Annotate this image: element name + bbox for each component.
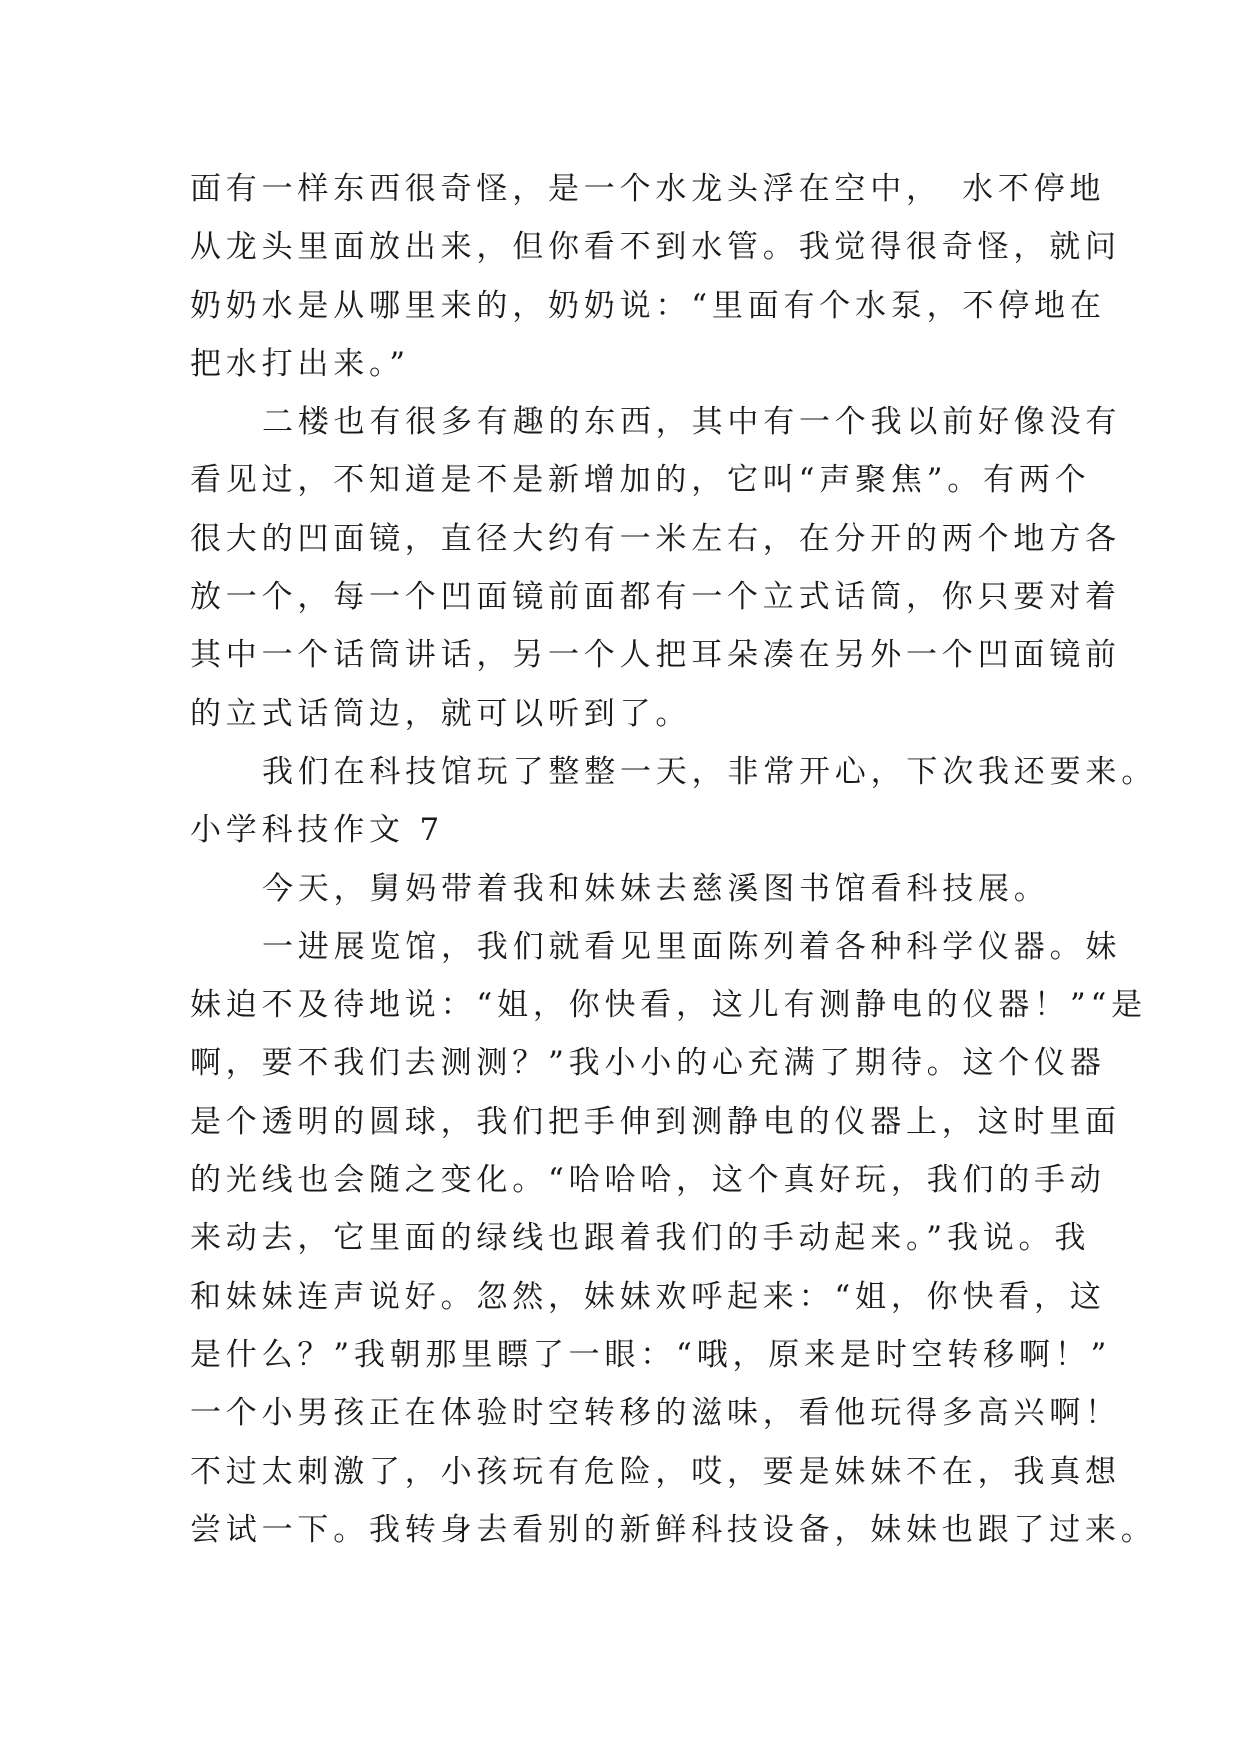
text-line: 面有一样东西很奇怪，是一个水龙头浮在空中， 水不停地 [190, 171, 1106, 207]
text-line: 一个小男孩正在体验时空转移的滋味，看他玩得多高兴啊！ [190, 1395, 1121, 1432]
document-body [190, 160, 1157, 1559]
text-line: 啊，要不我们去测测？”我小小的心充满了期待。这个仪器 [190, 1045, 1106, 1082]
text-line: 不过太刺激了，小孩玩有危险，哎，要是妹妹不在，我真想 [190, 1453, 1121, 1490]
text-line: 放一个，每一个凹面镜前面都有一个立式话筒，你只要对着 [190, 579, 1121, 616]
text-line: 很大的凹面镜，直径大约有一米左右，在分开的两个地方各 [190, 520, 1121, 557]
text-line: 来动去，它里面的绿线也跟着我们的手动起来。”我说。我 [190, 1220, 1091, 1257]
text-line: 其中一个话筒讲话，另一个人把耳朵凑在另外一个凹面镜前 [190, 637, 1121, 674]
text-line: 奶奶水是从哪里来的，奶奶说：“里面有个水泵，不停地在 [190, 287, 1106, 324]
text-line: 我们在科技馆玩了整整一天，非常开心，下次我还要来。 [262, 753, 1157, 790]
text-line: 看见过，不知道是不是新增加的，它叫“声聚焦”。有两个 [190, 462, 1091, 499]
text-line: 一进展览馆，我们就看见里面陈列着各种科学仪器。妹 [262, 928, 1122, 965]
text-line: 的光线也会随之变化。“哈哈哈，这个真好玩，我们的手动 [190, 1162, 1106, 1199]
text-line: 把水打出来。” [190, 345, 410, 382]
text-line: 是个透明的圆球，我们把手伸到测静电的仪器上，这时里面 [190, 1103, 1121, 1140]
text-line: 二楼也有很多有趣的东西，其中有一个我以前好像没有 [262, 404, 1122, 441]
text-line: 是什么？”我朝那里瞟了一眼：“哦，原来是时空转移啊！” [190, 1336, 1112, 1373]
text-line: 尝试一下。我转身去看别的新鲜科技设备，妹妹也跟了过来。 [190, 1511, 1157, 1548]
text-line: 的立式话筒边，就可以听到了。 [190, 695, 692, 732]
text-line: 今天，舅妈带着我和妹妹去慈溪图书馆看科技展。 [262, 870, 1050, 907]
text-line: 妹迫不及待地说：“姐，你快看，这儿有测静电的仪器！”“是 [190, 987, 1147, 1024]
text-line: 和妹妹连声说好。忽然，妹妹欢呼起来：“姐，你快看，这 [190, 1278, 1106, 1315]
text-line: 小学科技作文 7 [190, 812, 444, 849]
text-line: 从龙头里面放出来，但你看不到水管。我觉得很奇怪，就问 [190, 229, 1121, 266]
